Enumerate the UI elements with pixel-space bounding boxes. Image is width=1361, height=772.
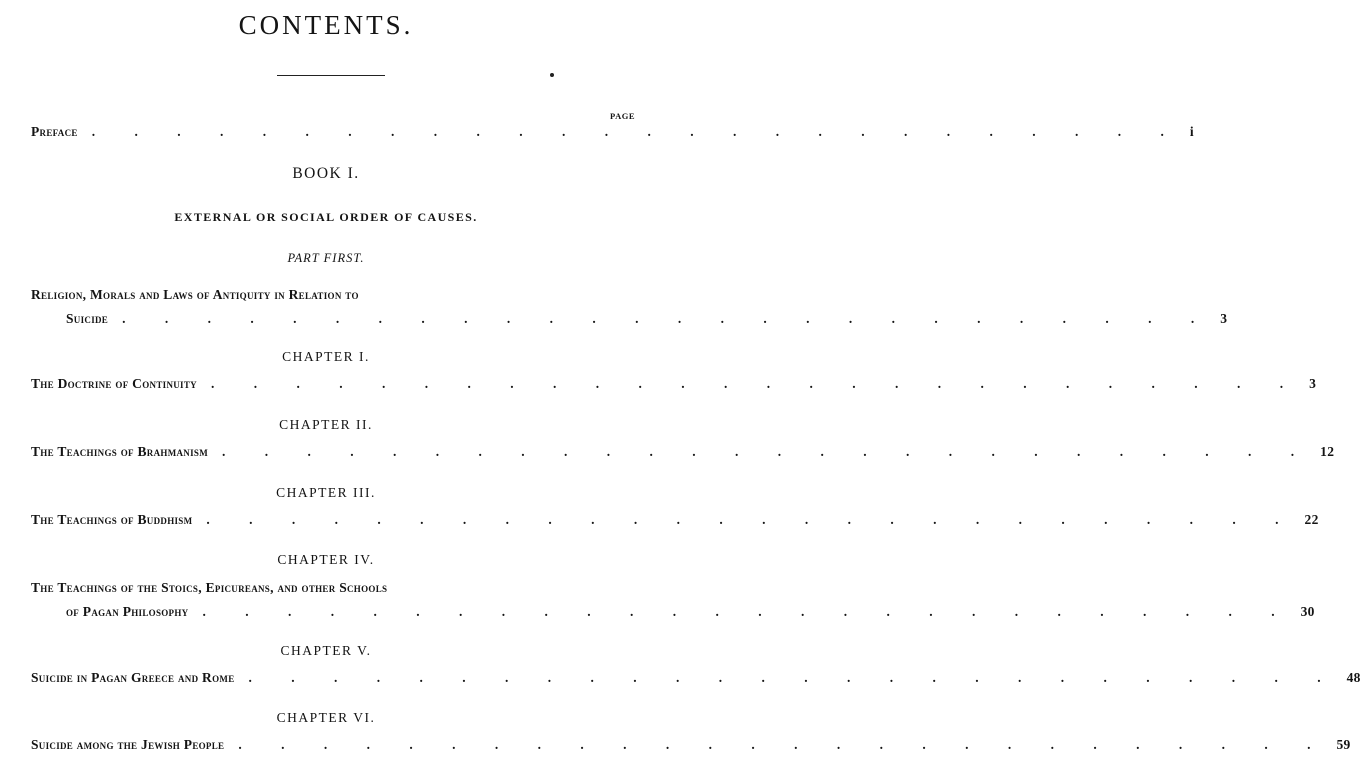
toc-page-number: 48: [1346, 670, 1361, 685]
chapter-heading: CHAPTER I.: [282, 349, 370, 364]
toc-entry-label: Suicide: [66, 311, 109, 326]
dot-leader: . . . . . . . . . . . . . . . . . . . . . . . . . .: [248, 670, 1339, 685]
dot-leader: . . . . . . . . . . . . . . . . . . . . . . . . . .: [210, 376, 1302, 391]
toc-entry-chapter-4-line1[interactable]: The Teachings of the Stoics, Epicureans, and other Schools: [31, 580, 388, 595]
toc-entry-label: The Teachings of Buddhism: [31, 512, 193, 527]
title-rule: [277, 75, 385, 76]
dot-leader: . . . . . . . . . . . . . . . . . . . . . . . . . .: [238, 737, 1329, 752]
page-title: CONTENTS.: [238, 10, 414, 40]
toc-entry-chapter-1[interactable]: [31, 376, 1317, 396]
book-subtitle: EXTERNAL OR SOCIAL ORDER OF CAUSES.: [174, 210, 478, 224]
chapter-heading: CHAPTER V.: [280, 643, 372, 658]
toc-entry-label: Preface: [31, 124, 78, 139]
book-heading: BOOK I.: [292, 165, 360, 182]
toc-entry-chapter-6[interactable]: [31, 737, 1351, 757]
toc-page-number: 30: [1300, 604, 1315, 619]
print-speck: [550, 73, 554, 77]
toc-page-number: 59: [1336, 737, 1351, 752]
dot-leader: . . . . . . . . . . . . . . . . . . . . . . . . . .: [202, 604, 1293, 619]
toc-entry-chapter-3[interactable]: [31, 512, 1319, 532]
toc-page-number: 3: [1309, 376, 1317, 391]
toc-entry-part[interactable]: [66, 311, 1228, 331]
dot-leader: . . . . . . . . . . . . . . . . . . . . . . . . . .: [206, 512, 1297, 527]
toc-page-number: 12: [1320, 444, 1335, 459]
toc-page-number: 3: [1220, 311, 1228, 326]
chapter-heading: CHAPTER IV.: [277, 552, 375, 567]
toc-entry-chapter-4[interactable]: [66, 604, 1315, 624]
toc-entry-chapter-5[interactable]: [31, 670, 1361, 690]
dot-leader: . . . . . . . . . . . . . . . . . . . . . . . . . .: [122, 311, 1213, 326]
toc-entry-label: Suicide among the Jewish People: [31, 737, 225, 752]
toc-page-number: 22: [1304, 512, 1319, 527]
toc-entry-label: of Pagan Philosophy: [66, 604, 189, 619]
part-heading: PART FIRST.: [287, 251, 365, 265]
toc-entry-label: The Doctrine of Continuity: [31, 376, 197, 391]
page-column-label: PAGE: [610, 111, 635, 121]
toc-page-number: i: [1189, 124, 1194, 139]
toc-entry-part-line1[interactable]: Religion, Morals and Laws of Antiquity in Relation to: [31, 287, 359, 302]
chapter-heading: CHAPTER III.: [276, 485, 376, 500]
toc-entry-label: The Teachings of Brahmanism: [31, 444, 209, 459]
toc-entry-chapter-2[interactable]: [31, 444, 1335, 464]
dot-leader: . . . . . . . . . . . . . . . . . . . . . . . . . .: [91, 124, 1182, 139]
chapter-heading: CHAPTER VI.: [276, 710, 376, 725]
toc-entry-label: Suicide in Pagan Greece and Rome: [31, 670, 235, 685]
chapter-heading: CHAPTER II.: [279, 417, 373, 432]
toc-entry-preface[interactable]: [31, 124, 1194, 144]
dot-leader: . . . . . . . . . . . . . . . . . . . . . . . . . .: [222, 444, 1313, 459]
